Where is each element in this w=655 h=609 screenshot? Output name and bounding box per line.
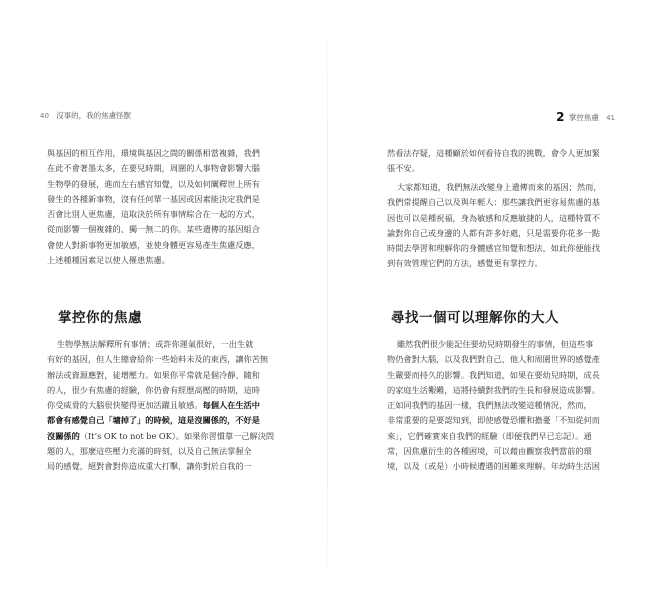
- text-line: 大家都知道，我們無法改變身上遺傳而來的基因；然而，: [396, 182, 602, 192]
- text-line: 然看法存疑，這種顧於如何看待自我的挑戰，會令人更加緊: [387, 148, 600, 158]
- text-line: [47, 429, 279, 444]
- text-line: 非常重要的是要認知到，即使感覺恐懼和擔憂「不知從何而: [387, 415, 600, 426]
- text-line: [47, 444, 279, 459]
- text-line: [47, 413, 279, 428]
- text-line: 生嚴要而持久的影響。我們知道，如果在要幼兒時期，成長: [387, 369, 600, 380]
- right-page-number: 41: [606, 114, 615, 122]
- text-segment: 你受威脅的大腦很快變得更加活躍且敏感。: [47, 400, 203, 411]
- text-line: 因也可以是種祝福，身為敏感和反應敏捷的人，這種特質不: [387, 212, 600, 223]
- text-line: 雖然我們很少能記住要幼兒時期發生的事情，但這些事: [396, 339, 594, 349]
- text-line: [47, 337, 279, 352]
- text-segment: 有好的基因，但人生總會給你一些始料未及的東西，讓你苦無: [47, 354, 269, 365]
- text-line: [47, 383, 279, 398]
- text-segment: 局的感覺，絕對會對你造成重大打擊，讓你對於自我的一: [47, 461, 252, 472]
- text-line: 我們常提醒自己以及與年輕人：那些讓我們更容易焦慮的基: [387, 197, 600, 208]
- text-line: 發生的各種新事物，沒有任何單一基因或因素能決定我們是: [47, 193, 260, 204]
- right-body-paragraph: [387, 337, 619, 475]
- left-running-header: [40, 110, 131, 124]
- book-title: 沒事的，我的焦慮怪獸: [56, 111, 132, 120]
- text-line: 物仍會對大腦，以及我們對自己、他人和周圍世界的感覺產: [387, 354, 600, 365]
- bold-text-segment: 沒關係的: [47, 430, 80, 441]
- text-segment: 生物學無法解釋所有事情；或許你運氣很好，一出生就: [56, 339, 254, 349]
- left-section-heading: 掌控你的焦慮: [58, 310, 142, 326]
- text-line: 從而影響一個複雜的、獨一無二的你。某些遺傳的基因組合: [47, 224, 260, 235]
- text-line: 否會比別人更焦慮，這取決於所有事情綜合在一起的方式，: [47, 209, 260, 220]
- left-page: [0, 0, 327, 609]
- bold-text-segment: 都會有感覺自己「墉掉了」的時候，這是沒關係的，不好是: [47, 415, 260, 426]
- right-second-paragraph: [387, 180, 619, 272]
- text-line: 的家庭生活艱難，這將持續對我們的生長和發展造成影響。: [387, 384, 600, 395]
- text-line: 在此不會著墨太多，在要兒時期，周圍的人事物會影響大腦: [47, 163, 260, 174]
- right-page: [328, 0, 655, 609]
- bold-text-segment: 每個人在生活中: [202, 400, 260, 411]
- text-line: [47, 352, 279, 367]
- text-segment: 辦法或資源應對，徒增壓力。如果你平常就是個冷靜、隨和: [47, 369, 260, 380]
- text-line: [47, 368, 279, 383]
- text-line: 境，以及（或是）小時候遭遇的困難來理解。年幼時生活困: [387, 461, 600, 472]
- text-line: 時間去學習和理解你的身體感官知覺和想法，如此你便能找: [387, 243, 600, 254]
- text-line: 來」，它們確實來自我們的經驗（即便我們早已忘記）。通: [387, 430, 592, 441]
- text-line: 論對你自己或身邊的人都有許多好處，只是需要你花多一點: [387, 227, 600, 238]
- text-segment: （It’s OK to not be OK）。如果你習慣靠一己解決問: [79, 430, 275, 441]
- right-running-header: [556, 110, 615, 124]
- chapter-title: 掌控焦慮: [568, 113, 599, 122]
- text-line: 常，因焦慮衍生的各種困境，可以藉由觀察我們當前的環: [387, 446, 592, 457]
- text-line: 張不安。: [387, 163, 420, 174]
- text-line: [47, 398, 279, 413]
- text-segment: 的人，很少有焦慮的經驗，你仍會有經歷高壓的時期，這時: [47, 384, 260, 395]
- left-body-paragraph: [47, 337, 279, 475]
- text-line: 會使人對新事物更加敏感，並使身體更容易產生焦慮反應，: [47, 239, 260, 250]
- left-intro-paragraph: [47, 146, 279, 268]
- text-line: 生物學的發展，進而左右感官知覺，以及如何闡釋世上所有: [47, 178, 260, 189]
- chapter-number: 2: [556, 110, 565, 124]
- right-intro-paragraph: [387, 146, 619, 177]
- text-segment: 題的人，那麼這些壓力充滿的時刻，以及自己無法掌握全: [47, 446, 252, 457]
- left-page-number: 40: [40, 112, 49, 120]
- text-line: [47, 459, 279, 474]
- text-line: 正如同我們的基因一樣，我們無法改變這種情況，然而，: [387, 400, 592, 411]
- text-line: 上述種種因素足以使人罹患焦慮。: [47, 255, 170, 266]
- text-line: 與基因的相互作用，環境與基因之間的關係相當複雜，我們: [47, 148, 260, 158]
- text-line: 到有效管理它們的方法，感覺更有掌控力。: [387, 258, 543, 269]
- right-section-heading: 尋找一個可以理解你的大人: [391, 310, 559, 326]
